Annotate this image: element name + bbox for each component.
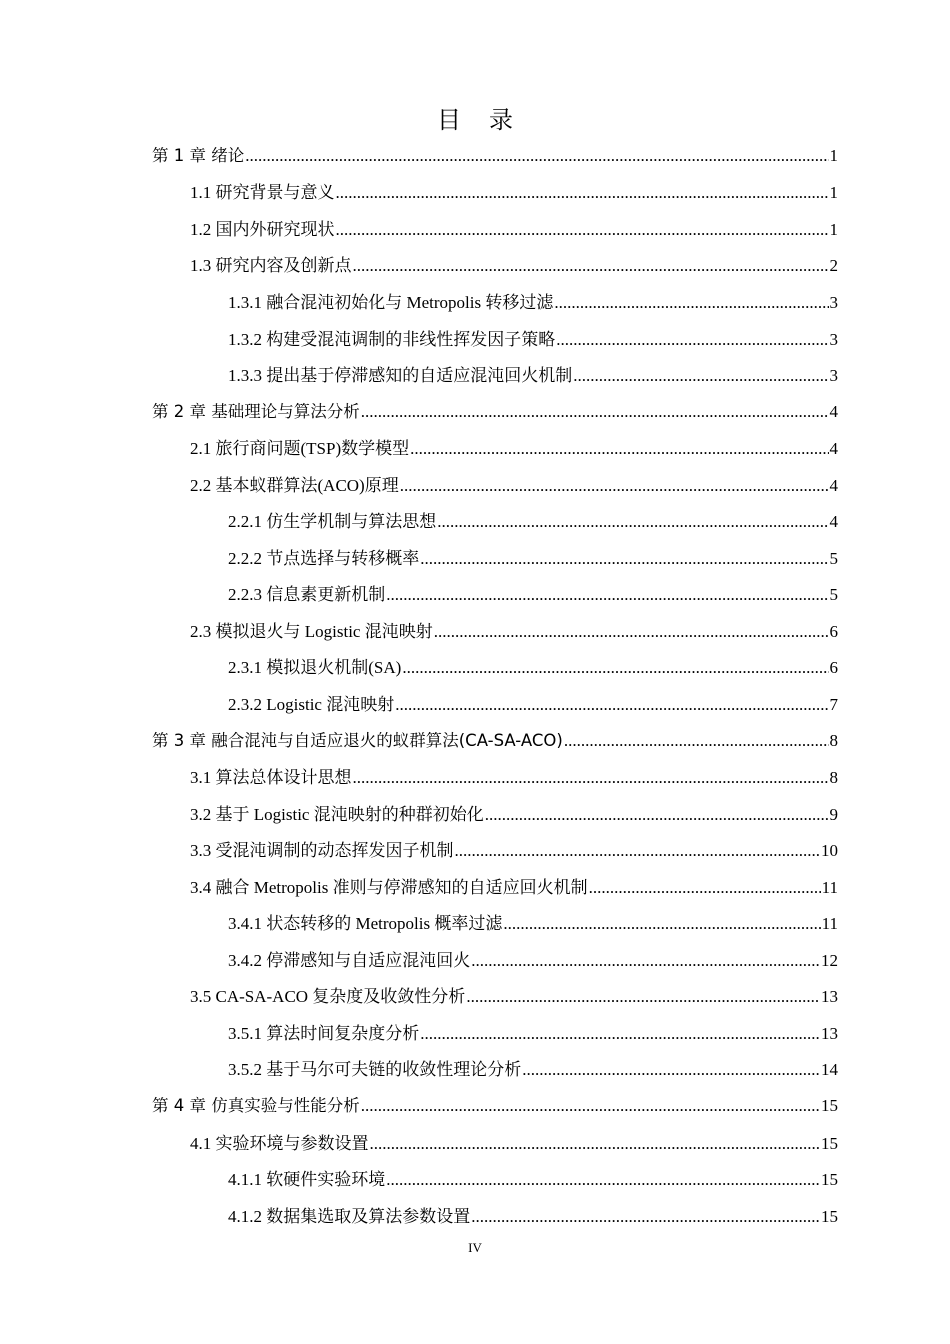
toc-section-entry[interactable] <box>0 1123 950 1160</box>
toc-entry-row <box>228 946 838 971</box>
toc-chapter-entry[interactable] <box>0 136 950 173</box>
title-char-2: 录 <box>489 106 513 134</box>
toc-subsection-entry[interactable] <box>0 501 950 538</box>
dot-leader <box>245 146 828 166</box>
toc-entry-label: 4.1.2 数据集选取及算法参数设置 <box>228 1206 471 1226</box>
toc-section-entry[interactable] <box>0 209 950 246</box>
dot-leader <box>554 293 828 313</box>
toc-entry-page-number: 11 <box>821 914 838 934</box>
toc-subsection-entry[interactable] <box>0 648 950 685</box>
toc-entry-row <box>190 982 838 1007</box>
toc-entry-row <box>228 288 838 313</box>
dot-leader <box>400 476 829 496</box>
toc-entry-label: 第 3 章 融合混沌与自适应退火的蚁群算法(CA-SA-ACO) <box>152 731 563 751</box>
toc-entry-row <box>152 142 838 166</box>
toc-entry-row <box>228 325 838 350</box>
toc-entry-page-number: 4 <box>829 475 838 495</box>
toc-entry-row <box>190 836 838 861</box>
toc-entry-page-number: 3 <box>829 292 838 312</box>
dot-leader <box>437 512 828 532</box>
toc-chapter-entry[interactable] <box>0 1086 950 1123</box>
dot-leader <box>589 878 821 898</box>
toc-entry-page-number: 7 <box>829 694 838 714</box>
dot-leader <box>395 695 828 715</box>
toc-entry-label: 4.1 实验环境与参数设置 <box>190 1133 369 1153</box>
toc-entry-label: 3.5.2 基于马尔可夫链的收敛性理论分析 <box>228 1060 522 1080</box>
dot-leader <box>336 183 829 203</box>
toc-subsection-entry[interactable] <box>0 538 950 575</box>
toc-entry-row <box>228 909 838 934</box>
dot-leader <box>573 366 828 386</box>
toc-entry-row <box>190 434 838 459</box>
toc-chapter-entry[interactable] <box>0 392 950 429</box>
toc-entry-page-number: 15 <box>821 1096 838 1116</box>
dot-leader <box>471 951 820 971</box>
toc-entry-page-number: 4 <box>829 512 838 532</box>
toc-entry-row <box>190 800 838 825</box>
toc-entry-row <box>228 507 838 532</box>
toc-subsection-entry[interactable] <box>0 1013 950 1050</box>
toc-entry-page-number: 1 <box>829 183 838 203</box>
toc-subsection-entry[interactable] <box>0 319 950 356</box>
toc-entry-page-number: 11 <box>821 877 838 897</box>
toc-entry-label: 2.2.3 信息素更新机制 <box>228 585 386 605</box>
toc-entry-page-number: 14 <box>821 1060 838 1080</box>
toc-entry-page-number: 8 <box>829 731 838 751</box>
toc-entry-row <box>228 690 838 715</box>
dot-leader <box>420 549 828 569</box>
toc-entry-row <box>152 727 838 751</box>
toc-entry-page-number: 1 <box>829 146 838 166</box>
toc-section-entry[interactable] <box>0 611 950 648</box>
toc-entry-row <box>190 215 838 240</box>
dot-leader <box>361 1096 820 1116</box>
dot-leader <box>485 805 829 825</box>
dot-leader <box>353 768 829 788</box>
toc-section-entry[interactable] <box>0 246 950 283</box>
dot-leader <box>471 1207 820 1227</box>
dot-leader <box>455 841 821 861</box>
toc-entry-page-number: 12 <box>821 950 838 970</box>
toc-entry-label: 第 4 章 仿真实验与性能分析 <box>152 1096 360 1116</box>
dot-leader <box>556 330 828 350</box>
toc-entry-page-number: 13 <box>821 1023 838 1043</box>
toc-entry-page-number: 8 <box>829 768 838 788</box>
page-number-footer: IV <box>468 1240 482 1255</box>
toc-entry-row <box>228 544 838 569</box>
toc-entry-page-number: 3 <box>829 329 838 349</box>
toc-entry-row <box>190 471 838 496</box>
dot-leader <box>564 731 829 751</box>
toc-entry-page-number: 15 <box>821 1206 838 1226</box>
toc-entry-label: 1.1 研究背景与意义 <box>190 183 335 203</box>
toc-entry-page-number: 6 <box>829 621 838 641</box>
toc-entry-page-number: 10 <box>821 841 838 861</box>
toc-entry-label: 第 1 章 绪论 <box>152 146 245 166</box>
toc-entry-row <box>190 1129 838 1154</box>
dot-leader <box>336 220 829 240</box>
toc-entry-label: 2.2.1 仿生学机制与算法思想 <box>228 512 437 532</box>
toc-entry-label: 1.3.2 构建受混沌调制的非线性挥发因子策略 <box>228 329 556 349</box>
toc-entry-label: 第 2 章 基础理论与算法分析 <box>152 402 360 422</box>
toc-entry-row <box>152 1092 838 1116</box>
toc-subsection-entry[interactable] <box>0 355 950 392</box>
dot-leader <box>370 1134 821 1154</box>
toc-entry-row <box>228 361 838 386</box>
toc-entry-row <box>190 763 838 788</box>
toc-entry-row <box>228 1165 838 1190</box>
toc-entry-label: 2.3.2 Logistic 混沌映射 <box>228 694 395 714</box>
toc-entry-page-number: 4 <box>829 402 838 422</box>
toc-entry-page-number: 2 <box>829 256 838 276</box>
toc-chapter-entry[interactable] <box>0 721 950 758</box>
toc-entry-label: 1.3.3 提出基于停滞感知的自适应混沌回火机制 <box>228 366 573 386</box>
dot-leader <box>522 1060 820 1080</box>
toc-section-entry[interactable] <box>0 173 950 210</box>
toc-entry-label: 3.4.1 状态转移的 Metropolis 概率过滤 <box>228 914 503 934</box>
toc-entry-row <box>190 178 838 203</box>
toc-entry-label: 3.2 基于 Logistic 混沌映射的种群初始化 <box>190 804 484 824</box>
toc-entry-row <box>152 398 838 422</box>
toc-entry-label: 2.3.1 模拟退火机制(SA) <box>228 658 402 678</box>
toc-entry-row <box>228 1019 838 1044</box>
toc-entry-row <box>228 1202 838 1227</box>
dot-leader <box>402 658 828 678</box>
toc-subsection-entry[interactable] <box>0 575 950 612</box>
toc-entry-label: 1.3.1 融合混沌初始化与 Metropolis 转移过滤 <box>228 292 554 312</box>
toc-subsection-entry[interactable] <box>0 282 950 319</box>
title-char-1: 目 <box>437 106 461 134</box>
toc-entry-label: 1.2 国内外研究现状 <box>190 219 335 239</box>
toc-entry-page-number: 5 <box>829 548 838 568</box>
toc-entry-page-number: 9 <box>829 804 838 824</box>
toc-section-entry[interactable] <box>0 830 950 867</box>
toc-subsection-entry[interactable] <box>0 684 950 721</box>
toc-subsection-entry[interactable] <box>0 903 950 940</box>
page-title <box>0 100 950 135</box>
toc-entry-row <box>190 873 838 898</box>
dot-leader <box>361 402 829 422</box>
toc-entry-label: 3.1 算法总体设计思想 <box>190 768 352 788</box>
toc-entry-page-number: 4 <box>829 439 838 459</box>
toc-entry-label: 2.1 旅行商问题(TSP)数学模型 <box>190 439 410 459</box>
dot-leader <box>386 1170 820 1190</box>
toc-entry-label: 3.3 受混沌调制的动态挥发因子机制 <box>190 841 454 861</box>
toc-section-entry[interactable] <box>0 867 950 904</box>
toc-entry-row <box>228 1055 838 1080</box>
dot-leader <box>410 439 828 459</box>
toc-section-entry[interactable] <box>0 757 950 794</box>
toc-entry-page-number: 1 <box>829 219 838 239</box>
table-of-contents <box>0 136 950 1232</box>
toc-section-entry[interactable] <box>0 794 950 831</box>
toc-entry-label: 3.4.2 停滞感知与自适应混沌回火 <box>228 950 471 970</box>
toc-entry-row <box>228 580 838 605</box>
toc-entry-page-number: 15 <box>821 1170 838 1190</box>
toc-section-entry[interactable] <box>0 977 950 1014</box>
toc-entry-page-number: 13 <box>821 987 838 1007</box>
dot-leader <box>420 1024 820 1044</box>
dot-leader <box>353 256 829 276</box>
toc-entry-label: 3.5.1 算法时间复杂度分析 <box>228 1023 420 1043</box>
toc-entry-page-number: 15 <box>821 1133 838 1153</box>
toc-entry-label: 3.4 融合 Metropolis 准则与停滞感知的自适应回火机制 <box>190 877 588 897</box>
dot-leader <box>386 585 828 605</box>
toc-entry-page-number: 3 <box>829 366 838 386</box>
toc-entry-row <box>190 617 838 642</box>
toc-subsection-entry[interactable] <box>0 1196 950 1233</box>
toc-entry-label: 2.3 模拟退火与 Logistic 混沌映射 <box>190 621 433 641</box>
toc-entry-label: 1.3 研究内容及创新点 <box>190 256 352 276</box>
dot-leader <box>466 987 820 1007</box>
dot-leader <box>434 622 829 642</box>
toc-entry-page-number: 6 <box>829 658 838 678</box>
toc-subsection-entry[interactable] <box>0 1159 950 1196</box>
toc-section-entry[interactable] <box>0 465 950 502</box>
toc-subsection-entry[interactable] <box>0 940 950 977</box>
toc-entry-label: 2.2 基本蚁群算法(ACO)原理 <box>190 475 399 495</box>
dot-leader <box>503 914 820 934</box>
toc-entry-label: 3.5 CA-SA-ACO 复杂度及收敛性分析 <box>190 987 466 1007</box>
toc-section-entry[interactable] <box>0 428 950 465</box>
toc-entry-row <box>190 251 838 276</box>
toc-subsection-entry[interactable] <box>0 1050 950 1087</box>
toc-entry-row <box>228 653 838 678</box>
toc-entry-label: 4.1.1 软硬件实验环境 <box>228 1170 386 1190</box>
toc-entry-page-number: 5 <box>829 585 838 605</box>
toc-entry-label: 2.2.2 节点选择与转移概率 <box>228 548 420 568</box>
